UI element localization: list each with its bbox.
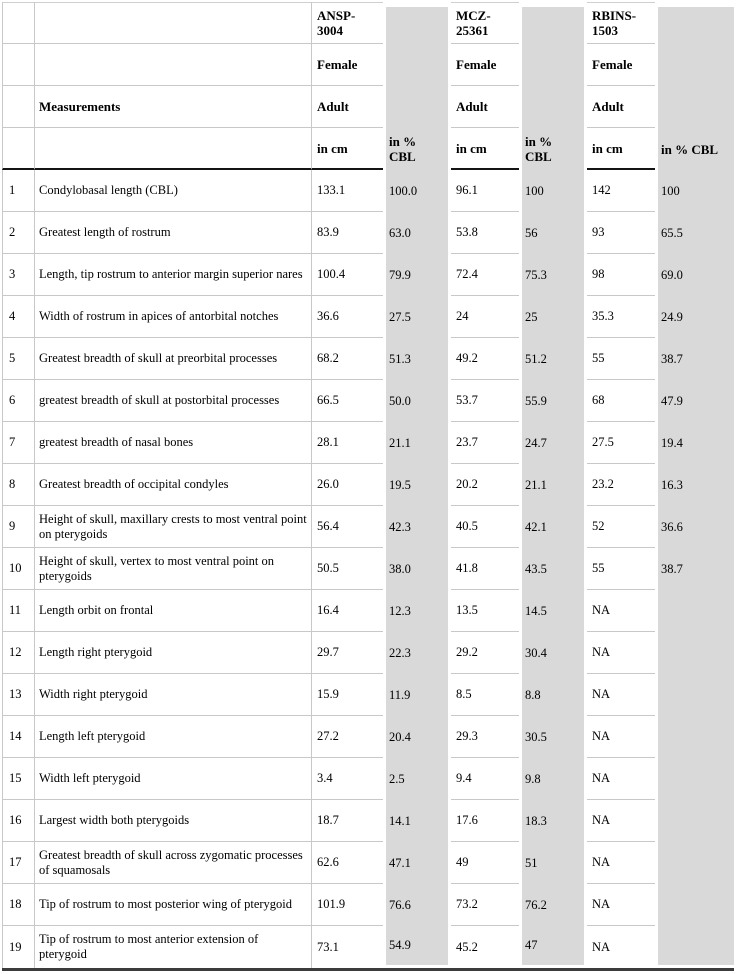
ansp-pct-value: 51.3 bbox=[383, 338, 451, 380]
row-number: 7 bbox=[2, 422, 35, 464]
corner-cell bbox=[2, 2, 35, 44]
table-row bbox=[2, 842, 734, 884]
mcz-pct-value: 100 bbox=[519, 170, 587, 212]
shaded-spacer bbox=[383, 44, 451, 86]
rbins-cm-value: NA bbox=[587, 926, 655, 968]
rbins-pct-value: 38.7 bbox=[655, 548, 734, 590]
specimen-id-rbins: RBINS-1503 bbox=[587, 2, 655, 44]
rbins-pct-value bbox=[655, 926, 734, 968]
rbins-pct-value bbox=[655, 590, 734, 632]
measurement-label: Greatest length of rostrum bbox=[35, 212, 312, 254]
row-number: 19 bbox=[2, 926, 35, 968]
table-header bbox=[2, 2, 734, 170]
rbins-pct-value: 38.7 bbox=[655, 338, 734, 380]
row-number: 18 bbox=[2, 884, 35, 926]
mcz-pct-value: 42.1 bbox=[519, 506, 587, 548]
table-row bbox=[2, 380, 734, 422]
measurements-column-title: Measurements bbox=[35, 86, 312, 128]
ansp-pct-value: 2.5 bbox=[383, 758, 451, 800]
rbins-cm-value: 142 bbox=[587, 170, 655, 212]
ansp-pct-value: 11.9 bbox=[383, 674, 451, 716]
row-number: 9 bbox=[2, 506, 35, 548]
rbins-pct-value: 65.5 bbox=[655, 212, 734, 254]
ansp-cm-value: 3.4 bbox=[312, 758, 383, 800]
unit-cm-header-rbins: in cm bbox=[587, 128, 655, 170]
table-row bbox=[2, 296, 734, 338]
measurement-label: greatest breadth of nasal bones bbox=[35, 422, 312, 464]
unit-pct-header-ansp: in % CBL bbox=[383, 128, 451, 170]
shaded-spacer bbox=[383, 86, 451, 128]
mcz-pct-value: 51.2 bbox=[519, 338, 587, 380]
ansp-pct-value: 38.0 bbox=[383, 548, 451, 590]
shaded-spacer bbox=[519, 2, 587, 44]
ansp-pct-value: 54.9 bbox=[383, 926, 451, 968]
rbins-cm-value: 23.2 bbox=[587, 464, 655, 506]
specimen-sex-rbins: Female bbox=[587, 44, 655, 86]
measurement-label: Length orbit on frontal bbox=[35, 590, 312, 632]
table-row bbox=[2, 338, 734, 380]
measurement-label: greatest breadth of skull at postorbital processes bbox=[35, 380, 312, 422]
rbins-cm-value: 52 bbox=[587, 506, 655, 548]
rbins-cm-value: 35.3 bbox=[587, 296, 655, 338]
row-number: 10 bbox=[2, 548, 35, 590]
mcz-pct-value: 56 bbox=[519, 212, 587, 254]
ansp-cm-value: 62.6 bbox=[312, 842, 383, 884]
rbins-cm-value: NA bbox=[587, 800, 655, 842]
mcz-cm-value: 96.1 bbox=[451, 170, 519, 212]
mcz-cm-value: 53.8 bbox=[451, 212, 519, 254]
header-spacer bbox=[35, 2, 312, 44]
mcz-cm-value: 49 bbox=[451, 842, 519, 884]
ansp-cm-value: 16.4 bbox=[312, 590, 383, 632]
measurement-label: Height of skull, maxillary crests to most ventral point on pterygoids bbox=[35, 506, 312, 548]
rbins-pct-value: 100 bbox=[655, 170, 734, 212]
corner-cell bbox=[2, 128, 35, 170]
table-row bbox=[2, 590, 734, 632]
rbins-cm-value: NA bbox=[587, 674, 655, 716]
mcz-pct-value: 21.1 bbox=[519, 464, 587, 506]
ansp-pct-value: 100.0 bbox=[383, 170, 451, 212]
row-number: 3 bbox=[2, 254, 35, 296]
table-row bbox=[2, 800, 734, 842]
measurement-label: Width left pterygoid bbox=[35, 758, 312, 800]
table-row bbox=[2, 170, 734, 212]
measurement-label: Greatest breadth of occipital condyles bbox=[35, 464, 312, 506]
ansp-cm-value: 73.1 bbox=[312, 926, 383, 968]
row-number: 16 bbox=[2, 800, 35, 842]
ansp-cm-value: 68.2 bbox=[312, 338, 383, 380]
ansp-cm-value: 27.2 bbox=[312, 716, 383, 758]
shaded-spacer bbox=[383, 2, 451, 44]
corner-cell bbox=[2, 86, 35, 128]
ansp-pct-value: 20.4 bbox=[383, 716, 451, 758]
measurement-rows bbox=[2, 170, 734, 968]
mcz-pct-value: 14.5 bbox=[519, 590, 587, 632]
row-number: 11 bbox=[2, 590, 35, 632]
ansp-cm-value: 133.1 bbox=[312, 170, 383, 212]
specimen-age-rbins: Adult bbox=[587, 86, 655, 128]
ansp-cm-value: 56.4 bbox=[312, 506, 383, 548]
ansp-cm-value: 101.9 bbox=[312, 884, 383, 926]
header-row-units bbox=[2, 128, 734, 170]
ansp-pct-value: 12.3 bbox=[383, 590, 451, 632]
row-number: 4 bbox=[2, 296, 35, 338]
measurement-label: Length left pterygoid bbox=[35, 716, 312, 758]
unit-cm-header-mcz: in cm bbox=[451, 128, 519, 170]
measurement-label: Height of skull, vertex to most ventral point on pterygoids bbox=[35, 548, 312, 590]
table-row bbox=[2, 926, 734, 968]
row-number: 8 bbox=[2, 464, 35, 506]
ansp-cm-value: 36.6 bbox=[312, 296, 383, 338]
mcz-pct-value: 25 bbox=[519, 296, 587, 338]
specimen-measurements-table bbox=[2, 2, 734, 971]
mcz-cm-value: 9.4 bbox=[451, 758, 519, 800]
header-row-specimen-ids bbox=[2, 2, 734, 44]
header-row-age bbox=[2, 86, 734, 128]
rbins-cm-value: 55 bbox=[587, 548, 655, 590]
shaded-spacer bbox=[519, 86, 587, 128]
unit-pct-header-rbins: in % CBL bbox=[655, 128, 734, 170]
ansp-cm-value: 66.5 bbox=[312, 380, 383, 422]
rbins-pct-value bbox=[655, 842, 734, 884]
mcz-pct-value: 47 bbox=[519, 926, 587, 968]
ansp-cm-value: 18.7 bbox=[312, 800, 383, 842]
specimen-age-mcz: Adult bbox=[451, 86, 519, 128]
mcz-pct-value: 18.3 bbox=[519, 800, 587, 842]
mcz-cm-value: 73.2 bbox=[451, 884, 519, 926]
measurement-label: Greatest breadth of skull across zygomatic processes of squamosals bbox=[35, 842, 312, 884]
table-row bbox=[2, 464, 734, 506]
rbins-pct-value: 36.6 bbox=[655, 506, 734, 548]
specimen-sex-ansp: Female bbox=[312, 44, 383, 86]
table-row bbox=[2, 884, 734, 926]
mcz-cm-value: 72.4 bbox=[451, 254, 519, 296]
measurement-label: Largest width both pterygoids bbox=[35, 800, 312, 842]
shaded-spacer bbox=[655, 44, 734, 86]
table-row bbox=[2, 716, 734, 758]
mcz-cm-value: 17.6 bbox=[451, 800, 519, 842]
table-row bbox=[2, 548, 734, 590]
rbins-cm-value: 68 bbox=[587, 380, 655, 422]
header-row-sex bbox=[2, 44, 734, 86]
rbins-pct-value: 69.0 bbox=[655, 254, 734, 296]
ansp-cm-value: 83.9 bbox=[312, 212, 383, 254]
row-number: 1 bbox=[2, 170, 35, 212]
row-number: 2 bbox=[2, 212, 35, 254]
table-row bbox=[2, 212, 734, 254]
mcz-cm-value: 45.2 bbox=[451, 926, 519, 968]
measurement-label: Width right pterygoid bbox=[35, 674, 312, 716]
rbins-pct-value: 47.9 bbox=[655, 380, 734, 422]
header-spacer bbox=[35, 44, 312, 86]
row-number: 15 bbox=[2, 758, 35, 800]
shaded-spacer bbox=[655, 2, 734, 44]
ansp-cm-value: 29.7 bbox=[312, 632, 383, 674]
ansp-pct-value: 27.5 bbox=[383, 296, 451, 338]
ansp-pct-value: 14.1 bbox=[383, 800, 451, 842]
ansp-cm-value: 50.5 bbox=[312, 548, 383, 590]
rbins-pct-value bbox=[655, 716, 734, 758]
table-row bbox=[2, 674, 734, 716]
rbins-cm-value: NA bbox=[587, 758, 655, 800]
shaded-spacer bbox=[519, 44, 587, 86]
mcz-pct-value: 30.5 bbox=[519, 716, 587, 758]
ansp-pct-value: 47.1 bbox=[383, 842, 451, 884]
rbins-pct-value bbox=[655, 758, 734, 800]
rbins-cm-value: 27.5 bbox=[587, 422, 655, 464]
measurement-label: Length right pterygoid bbox=[35, 632, 312, 674]
measurement-label: Tip of rostrum to most posterior wing of pterygoid bbox=[35, 884, 312, 926]
rbins-pct-value: 16.3 bbox=[655, 464, 734, 506]
rbins-pct-value bbox=[655, 674, 734, 716]
unit-cm-header-ansp: in cm bbox=[312, 128, 383, 170]
mcz-pct-value: 8.8 bbox=[519, 674, 587, 716]
table-row bbox=[2, 506, 734, 548]
ansp-pct-value: 63.0 bbox=[383, 212, 451, 254]
rbins-cm-value: NA bbox=[587, 716, 655, 758]
mcz-pct-value: 51 bbox=[519, 842, 587, 884]
mcz-pct-value: 43.5 bbox=[519, 548, 587, 590]
mcz-pct-value: 76.2 bbox=[519, 884, 587, 926]
mcz-pct-value: 75.3 bbox=[519, 254, 587, 296]
ansp-cm-value: 15.9 bbox=[312, 674, 383, 716]
ansp-cm-value: 100.4 bbox=[312, 254, 383, 296]
ansp-pct-value: 21.1 bbox=[383, 422, 451, 464]
ansp-pct-value: 22.3 bbox=[383, 632, 451, 674]
row-number: 12 bbox=[2, 632, 35, 674]
rbins-pct-value: 19.4 bbox=[655, 422, 734, 464]
ansp-cm-value: 26.0 bbox=[312, 464, 383, 506]
row-number: 17 bbox=[2, 842, 35, 884]
measurement-label: Condylobasal length (CBL) bbox=[35, 170, 312, 212]
mcz-cm-value: 24 bbox=[451, 296, 519, 338]
row-number: 5 bbox=[2, 338, 35, 380]
row-number: 6 bbox=[2, 380, 35, 422]
header-spacer bbox=[35, 128, 312, 170]
rbins-pct-value bbox=[655, 800, 734, 842]
rbins-pct-value bbox=[655, 632, 734, 674]
table-row bbox=[2, 632, 734, 674]
mcz-cm-value: 29.3 bbox=[451, 716, 519, 758]
ansp-cm-value: 28.1 bbox=[312, 422, 383, 464]
row-number: 13 bbox=[2, 674, 35, 716]
mcz-pct-value: 30.4 bbox=[519, 632, 587, 674]
mcz-cm-value: 20.2 bbox=[451, 464, 519, 506]
ansp-pct-value: 19.5 bbox=[383, 464, 451, 506]
mcz-cm-value: 8.5 bbox=[451, 674, 519, 716]
specimen-id-mcz: MCZ-25361 bbox=[451, 2, 519, 44]
mcz-pct-value: 9.8 bbox=[519, 758, 587, 800]
table-row bbox=[2, 254, 734, 296]
rbins-cm-value: NA bbox=[587, 842, 655, 884]
measurement-label: Tip of rostrum to most anterior extension of pterygoid bbox=[35, 926, 312, 968]
table-row bbox=[2, 422, 734, 464]
specimen-age-ansp: Adult bbox=[312, 86, 383, 128]
rbins-cm-value: NA bbox=[587, 590, 655, 632]
measurement-label: Width of rostrum in apices of antorbital notches bbox=[35, 296, 312, 338]
table-row bbox=[2, 758, 734, 800]
mcz-pct-value: 55.9 bbox=[519, 380, 587, 422]
mcz-cm-value: 23.7 bbox=[451, 422, 519, 464]
specimen-sex-mcz: Female bbox=[451, 44, 519, 86]
ansp-pct-value: 42.3 bbox=[383, 506, 451, 548]
mcz-pct-value: 24.7 bbox=[519, 422, 587, 464]
mcz-cm-value: 49.2 bbox=[451, 338, 519, 380]
corner-cell bbox=[2, 44, 35, 86]
rbins-cm-value: NA bbox=[587, 884, 655, 926]
mcz-cm-value: 29.2 bbox=[451, 632, 519, 674]
row-number: 14 bbox=[2, 716, 35, 758]
measurement-label: Greatest breadth of skull at preorbital processes bbox=[35, 338, 312, 380]
ansp-pct-value: 76.6 bbox=[383, 884, 451, 926]
rbins-cm-value: 93 bbox=[587, 212, 655, 254]
mcz-cm-value: 53.7 bbox=[451, 380, 519, 422]
rbins-cm-value: NA bbox=[587, 632, 655, 674]
specimen-id-ansp: ANSP-3004 bbox=[312, 2, 383, 44]
mcz-cm-value: 13.5 bbox=[451, 590, 519, 632]
unit-pct-header-mcz: in % CBL bbox=[519, 128, 587, 170]
ansp-pct-value: 79.9 bbox=[383, 254, 451, 296]
rbins-pct-value bbox=[655, 884, 734, 926]
shaded-spacer bbox=[655, 86, 734, 128]
rbins-pct-value: 24.9 bbox=[655, 296, 734, 338]
rbins-cm-value: 55 bbox=[587, 338, 655, 380]
rbins-cm-value: 98 bbox=[587, 254, 655, 296]
ansp-pct-value: 50.0 bbox=[383, 380, 451, 422]
mcz-cm-value: 41.8 bbox=[451, 548, 519, 590]
mcz-cm-value: 40.5 bbox=[451, 506, 519, 548]
measurement-label: Length, tip rostrum to anterior margin superior nares bbox=[35, 254, 312, 296]
